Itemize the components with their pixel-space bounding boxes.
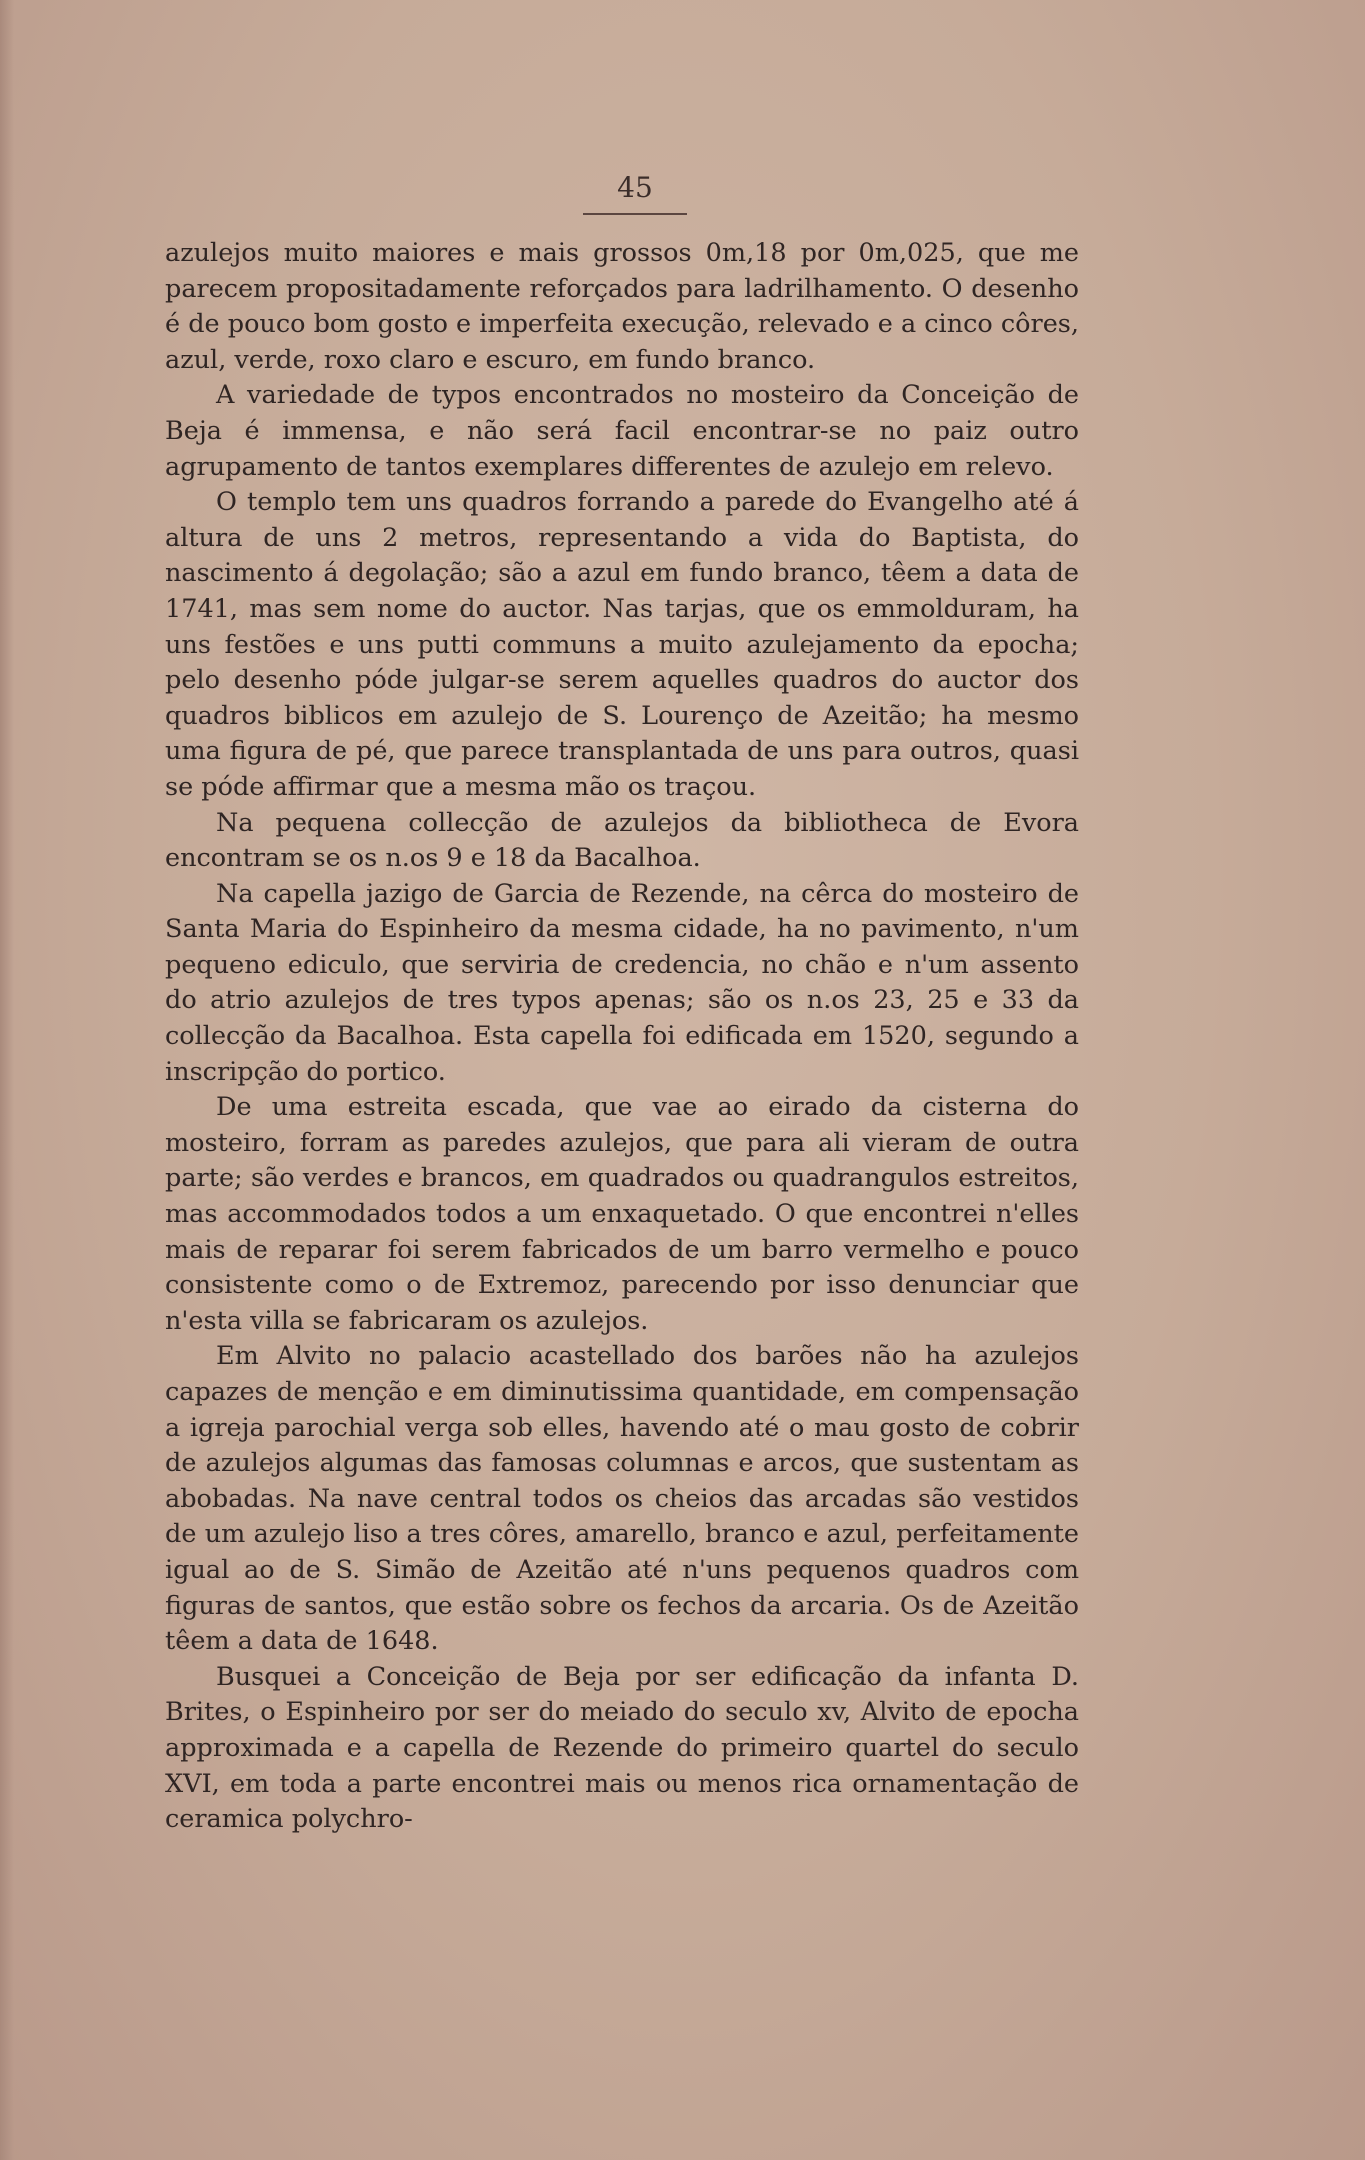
header-rule <box>583 213 687 215</box>
paragraph: Na pequena collecção de azulejos da bibliotheca de Evora encontram se os n.os 9 e 18 da Bacalhoa. <box>165 807 1079 874</box>
paragraph: O templo tem uns quadros forrando a parede do Evangelho até á altura de uns 2 metros, representando a vida do Baptista, do nascimento á degolação; são a azul em fundo branco, têem a data de 1741, mas sem nome do auctor. Nas tarjas, que os emmolduram, ha uns festões e uns putti communs a muito azulejamento da epocha; pelo desenho póde julgar-se serem aquelles quadros do auctor dos quadros biblicos em azulejo de S. Lourenço de Azeitão; ha mesmo uma figura de pé, que parece transplantada de uns para outros, quasi se póde affirmar que a mesma mão os traçou. <box>165 487 1079 802</box>
page-number: 45 <box>617 171 653 204</box>
paragraph: Em Alvito no palacio acastellado dos barões não ha azulejos capazes de menção e em diminutissima quantidade, em compensação a igreja parochial verga sob elles, havendo até o mau gosto de cobrir de azulejos algumas das famosas columnas e arcos, que sustentam as abobadas. Na nave central todos os cheios das arcadas são vestidos de um azulejo liso a tres côres, amarello, branco e azul, perfeitamente igual ao de S. Simão de Azeitão até n'uns pequenos quadros com figuras de santos, que estão sobre os fechos da arcaria. Os de Azeitão têem a data de 1648. <box>165 1341 1079 1657</box>
paragraph: A variedade de typos encontrados no mosteiro da Conceição de Beja é immensa, e não será facil encontrar-se no paiz outro agrupamento de tantos exemplares differentes de azulejo em relevo. <box>165 380 1079 482</box>
paragraph: Na capella jazigo de Garcia de Rezende, na cêrca do mosteiro de Santa Maria do Espinheiro da mesma cidade, ha no pavimento, n'um pequeno ediculo, que serviria de credencia, no chão e n'um assento do atrio azulejos de tres typos apenas; são os n.os 23, 25 e 33 da collecção da Bacalhoa. Esta capella foi edificada em 1520, segundo a inscripção do portico. <box>165 878 1079 1087</box>
paragraph: Busquei a Conceição de Beja por ser edificação da infanta D. Brites, o Espinheiro por ser do meiado do seculo xv, Alvito de epocha approximada e a capella de Rezende do primeiro quartel do seculo XVI, em toda a parte encontrei mais ou menos rica ornamentação de ceramica polychro- <box>165 1661 1079 1835</box>
body-text <box>165 236 1079 1838</box>
paragraph: De uma estreita escada, que vae ao eirado da cisterna do mosteiro, forram as paredes azulejos, que para ali vieram de outra parte; são verdes e brancos, em quadrados ou quadrangulos estreitos, mas accommodados todos a um enxaquetado. O que encontrei n'elles mais de reparar foi serem fabricados de um barro vermelho e pouco consistente como o de Extremoz, parecendo por isso denunciar que n'esta villa se fabricaram os azulejos. <box>165 1092 1079 1336</box>
paragraph: azulejos muito maiores e mais grossos 0m,18 por 0m,025, que me parecem propositadamente reforçados para ladrilhamento. O desenho é de pouco bom gosto e imperfeita execução, relevado e a cinco côres, azul, verde, roxo claro e escuro, em fundo branco. <box>165 238 1079 375</box>
page-edge-shadow <box>0 0 14 2160</box>
